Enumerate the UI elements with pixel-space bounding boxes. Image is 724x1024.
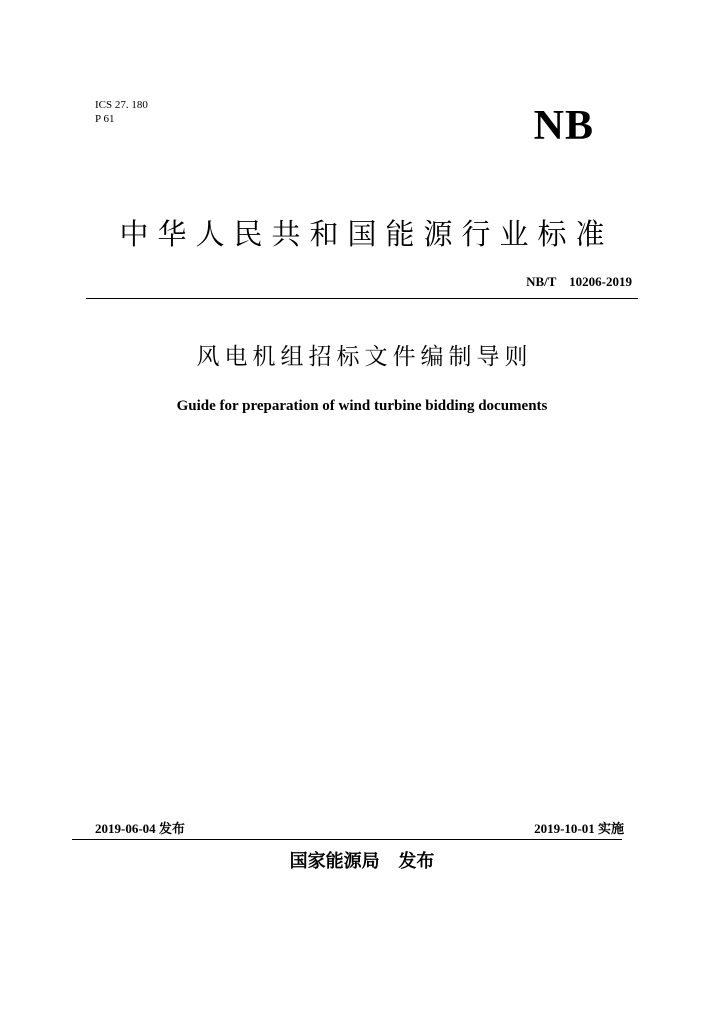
ccs-code: P 61 [95,113,115,125]
effective-date: 2019-10-01 实施 [534,821,624,836]
ics-code: ICS 27. 180 [95,99,148,111]
issuer-title: 中华人民共和国能源行业标准 [119,217,614,251]
standard-number: NB/T 10206-2019 [526,274,632,289]
header-divider [86,298,638,299]
publish-date: 2019-06-04 发布 [95,821,185,836]
standard-mark: NB [533,103,594,149]
document-title-chinese: 风电机组招标文件编制导则 [196,344,533,370]
publisher: 国家能源局 发布 [289,851,435,872]
classification-codes [95,98,148,126]
document-title-english: Guide for preparation of wind turbine bidding documents [176,398,548,414]
footer-divider [72,839,622,840]
